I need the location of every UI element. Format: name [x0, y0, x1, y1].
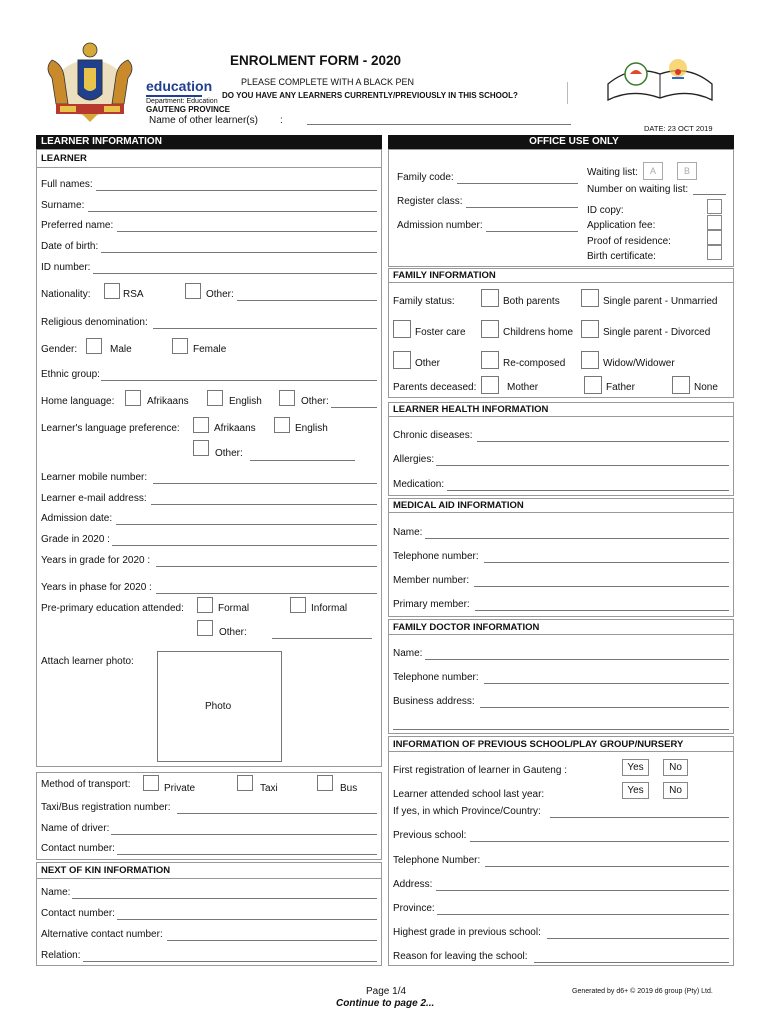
other-learner-field[interactable] — [307, 124, 571, 125]
medical-tel-field[interactable] — [484, 562, 729, 563]
doctor-address-field-2[interactable] — [393, 729, 729, 730]
reason-leaving-field[interactable] — [534, 962, 729, 963]
status-single-unmarried-checkbox[interactable] — [581, 289, 599, 307]
school-logo — [602, 44, 718, 106]
status-foster-checkbox[interactable] — [393, 320, 411, 338]
attended-last-year-label: Learner attended school last year: — [393, 789, 545, 800]
gender-male-label: Male — [110, 344, 132, 355]
medical-name-label: Name: — [393, 527, 423, 538]
transport-taxi-label: Taxi — [260, 783, 278, 794]
lang-pref-english-label: English — [295, 423, 328, 434]
attended-yes-box[interactable]: Yes — [622, 782, 649, 799]
highest-grade-field[interactable] — [547, 938, 729, 939]
education-logo-text: education — [146, 78, 213, 94]
if-yes-field[interactable] — [550, 817, 729, 818]
lang-pref-other-field[interactable] — [250, 460, 355, 461]
admission-number-label: Admission number: — [397, 220, 483, 231]
medical-primary-field[interactable] — [475, 610, 729, 611]
status-other-label: Other — [415, 358, 441, 369]
lang-pref-afrikaans-label: Afrikaans — [214, 423, 256, 434]
doctor-tel-field[interactable] — [484, 683, 729, 684]
status-single-divorced-label: Single parent - Divorced — [603, 327, 711, 338]
health-header: LEARNER HEALTH INFORMATION — [393, 404, 549, 415]
deceased-mother-label: Mother — [507, 382, 539, 393]
status-recomposed-label: Re-composed — [503, 358, 566, 369]
preprimary-formal-label: Formal — [218, 603, 250, 614]
dob-field[interactable] — [101, 252, 377, 253]
previous-school-field[interactable] — [470, 841, 729, 842]
medical-tel-label: Telephone number: — [393, 551, 479, 562]
highest-grade-label: Highest grade in previous school: — [393, 927, 541, 938]
years-phase-label: Years in phase for 2020 : — [41, 582, 152, 593]
photo-placeholder-text: Photo — [205, 701, 232, 712]
preferred-name-label: Preferred name: — [41, 220, 114, 231]
form-title: ENROLMENT FORM - 2020 — [230, 53, 402, 68]
medical-primary-label: Primary member: — [393, 599, 470, 610]
previous-tel-label: Telephone Number: — [393, 855, 481, 866]
preprimary-other-checkbox[interactable] — [197, 620, 213, 636]
gender-female-label: Female — [193, 344, 227, 355]
preferred-name-field[interactable] — [117, 231, 377, 232]
doctor-tel-label: Telephone number: — [393, 672, 479, 683]
register-class-label: Register class: — [397, 196, 463, 207]
years-grade-label: Years in grade for 2020 : — [41, 555, 151, 566]
mobile-field[interactable] — [153, 483, 377, 484]
page-number: Page 1/4 — [366, 986, 407, 997]
years-grade-field[interactable] — [156, 566, 377, 567]
status-foster-label: Foster care — [415, 327, 466, 338]
full-names-label: Full names: — [41, 179, 93, 190]
number-waiting-field[interactable] — [693, 194, 726, 195]
preprimary-informal-label: Informal — [311, 603, 348, 614]
status-other-checkbox[interactable] — [393, 351, 411, 369]
other-learner-colon: : — [280, 115, 283, 126]
status-widow-label: Widow/Widower — [603, 358, 675, 369]
lang-pref-other-checkbox[interactable] — [193, 440, 209, 456]
nationality-other-field[interactable] — [237, 300, 377, 301]
family-info-header: FAMILY INFORMATION — [393, 270, 496, 281]
waiting-list-label: Waiting list: — [587, 167, 638, 178]
nationality-rsa-label: RSA — [123, 289, 144, 300]
family-status-label: Family status: — [393, 296, 455, 307]
family-code-label: Family code: — [397, 172, 454, 183]
gauteng-coat-of-arms — [38, 38, 142, 122]
medical-member-label: Member number: — [393, 575, 470, 586]
admission-date-label: Admission date: — [41, 513, 113, 524]
email-field[interactable] — [151, 504, 377, 505]
preprimary-other-label: Other: — [219, 627, 247, 638]
birth-cert-checkbox[interactable] — [707, 245, 722, 260]
app-fee-checkbox[interactable] — [707, 215, 722, 230]
doctor-name-field[interactable] — [425, 659, 729, 660]
photo-label: Attach learner photo: — [41, 656, 134, 667]
driver-contact-field[interactable] — [117, 854, 377, 855]
doctor-address-field[interactable] — [480, 707, 729, 708]
birth-cert-label: Birth certificate: — [587, 251, 656, 262]
preprimary-other-field[interactable] — [272, 638, 372, 639]
doctor-header: FAMILY DOCTOR INFORMATION — [393, 622, 540, 633]
gender-male-checkbox[interactable] — [86, 338, 102, 354]
instruction-text: PLEASE COMPLETE WITH A BLACK PEN — [241, 77, 415, 87]
doctor-name-label: Name: — [393, 648, 423, 659]
family-code-field[interactable] — [457, 183, 578, 184]
province-text: GAUTENG PROVINCE — [146, 105, 231, 114]
kin-contact-field[interactable] — [117, 919, 377, 920]
kin-header: NEXT OF KIN INFORMATION — [41, 865, 171, 876]
deceased-father-label: Father — [606, 382, 635, 393]
transport-bus-label: Bus — [340, 783, 358, 794]
gender-label: Gender: — [41, 344, 78, 355]
reason-leaving-label: Reason for leaving the school: — [393, 951, 528, 962]
taxi-reg-field[interactable] — [177, 813, 377, 814]
previous-province-field[interactable] — [437, 914, 729, 915]
parents-deceased-label: Parents deceased: — [393, 382, 477, 393]
ethnic-group-field[interactable] — [101, 380, 377, 381]
proof-residence-label: Proof of residence: — [587, 236, 671, 247]
first-reg-no-box[interactable]: No — [663, 759, 688, 776]
full-names-field[interactable] — [96, 190, 377, 191]
register-class-field[interactable] — [466, 207, 578, 208]
nationality-other-label: Other: — [206, 289, 234, 300]
previous-address-field[interactable] — [436, 890, 729, 891]
medication-label: Medication: — [393, 479, 445, 490]
email-label: Learner e-mail address: — [41, 493, 147, 504]
id-copy-checkbox[interactable] — [707, 199, 722, 214]
home-lang-other-label: Other: — [301, 396, 329, 407]
deceased-none-label: None — [694, 382, 718, 393]
other-learner-label: Name of other learner(s) — [149, 115, 258, 126]
kin-name-field[interactable] — [72, 898, 377, 899]
grade-field[interactable] — [112, 545, 377, 546]
home-lang-other-checkbox[interactable] — [279, 390, 295, 406]
surname-field[interactable] — [88, 211, 377, 212]
status-single-unmarried-label: Single parent - Unmarried — [603, 296, 718, 307]
home-lang-afrikaans-label: Afrikaans — [147, 396, 189, 407]
previous-address-label: Address: — [393, 879, 433, 890]
if-yes-label: If yes, in which Province/Country: — [393, 806, 541, 817]
previous-school-header: INFORMATION OF PREVIOUS SCHOOL/PLAY GROUP/NURSERY — [393, 739, 684, 750]
status-both-parents-label: Both parents — [503, 296, 560, 307]
kin-alt-label: Alternative contact number: — [41, 929, 163, 940]
ethnic-group-label: Ethnic group: — [41, 369, 100, 380]
number-waiting-label: Number on waiting list: — [587, 184, 689, 195]
gender-female-checkbox[interactable] — [172, 338, 188, 354]
home-language-label: Home language: — [41, 396, 115, 407]
transport-bus-checkbox[interactable] — [317, 775, 333, 791]
taxi-reg-label: Taxi/Bus registration number: — [41, 802, 171, 813]
allergies-field[interactable] — [436, 465, 729, 466]
app-fee-label: Application fee: — [587, 220, 656, 231]
learner-subheader: LEARNER — [41, 153, 87, 164]
learner-information-header: LEARNER INFORMATION — [36, 135, 382, 149]
id-number-field[interactable] — [93, 273, 377, 274]
waiting-list-a-box[interactable]: A — [643, 162, 663, 180]
preprimary-formal-checkbox[interactable] — [197, 597, 213, 613]
first-reg-yes-box[interactable]: Yes — [622, 759, 649, 776]
nationality-rsa-checkbox[interactable] — [104, 283, 120, 299]
id-number-label: ID number: — [41, 262, 91, 273]
attended-no-box[interactable]: No — [663, 782, 688, 799]
grade-label: Grade in 2020 : — [41, 534, 110, 545]
status-childrens-home-checkbox[interactable] — [481, 320, 499, 338]
admission-date-field[interactable] — [116, 524, 377, 525]
home-lang-english-label: English — [229, 396, 262, 407]
preprimary-label: Pre-primary education attended: — [41, 603, 184, 614]
surname-label: Surname: — [41, 200, 85, 211]
kin-relation-field[interactable] — [83, 961, 377, 962]
dob-label: Date of birth: — [41, 241, 99, 252]
previous-province-label: Province: — [393, 903, 435, 914]
date-text: DATE: 23 OCT 2019 — [644, 124, 713, 133]
nationality-other-checkbox[interactable] — [185, 283, 201, 299]
transport-taxi-checkbox[interactable] — [237, 775, 253, 791]
chronic-field[interactable] — [477, 441, 729, 442]
department-text: Department: Education — [146, 98, 218, 105]
transport-private-checkbox[interactable] — [143, 775, 159, 791]
status-both-parents-checkbox[interactable] — [481, 289, 499, 307]
driver-contact-label: Contact number: — [41, 843, 115, 854]
medical-name-field[interactable] — [425, 538, 729, 539]
continue-text: Continue to page 2... — [336, 998, 435, 1009]
kin-alt-field[interactable] — [167, 940, 377, 941]
doctor-address-label: Business address: — [393, 696, 475, 707]
deceased-father-checkbox[interactable] — [584, 376, 602, 394]
status-single-divorced-checkbox[interactable] — [581, 320, 599, 338]
religion-label: Religious denomination: — [41, 317, 148, 328]
lang-pref-label: Learner's language preference: — [41, 423, 180, 434]
kin-name-label: Name: — [41, 887, 71, 898]
transport-private-label: Private — [164, 783, 196, 794]
home-lang-english-checkbox[interactable] — [207, 390, 223, 406]
generated-by-text: Generated by d6+ © 2019 d6 group (Pty) Ltd. — [572, 988, 713, 995]
allergies-label: Allergies: — [393, 454, 435, 465]
nationality-label: Nationality: — [41, 289, 91, 300]
lang-pref-other-label: Other: — [215, 448, 243, 459]
status-widow-checkbox[interactable] — [581, 351, 599, 369]
previous-school-label: Previous school: — [393, 830, 467, 841]
kin-relation-label: Relation: — [41, 950, 81, 961]
lang-pref-afrikaans-checkbox[interactable] — [193, 417, 209, 433]
status-recomposed-checkbox[interactable] — [481, 351, 499, 369]
home-lang-afrikaans-checkbox[interactable] — [125, 390, 141, 406]
question-text: DO YOU HAVE ANY LEARNERS CURRENTLY/PREVIOUSLY IN THIS SCHOOL? — [222, 91, 518, 100]
medical-aid-header: MEDICAL AID INFORMATION — [393, 500, 524, 511]
home-lang-other-field[interactable] — [331, 407, 377, 408]
kin-contact-label: Contact number: — [41, 908, 115, 919]
deceased-mother-checkbox[interactable] — [481, 376, 499, 394]
driver-label: Name of driver: — [41, 823, 110, 834]
transport-label: Method of transport: — [41, 779, 131, 790]
religion-field[interactable] — [153, 328, 377, 329]
proof-residence-checkbox[interactable] — [707, 230, 722, 245]
medication-field[interactable] — [447, 490, 729, 491]
lang-pref-english-checkbox[interactable] — [274, 417, 290, 433]
medical-member-field[interactable] — [474, 586, 729, 587]
office-use-header: OFFICE USE ONLY — [388, 135, 734, 149]
mobile-label: Learner mobile number: — [41, 472, 148, 483]
id-copy-label: ID copy: — [587, 205, 624, 216]
status-childrens-home-label: Childrens home — [503, 327, 574, 338]
preprimary-informal-checkbox[interactable] — [290, 597, 306, 613]
chronic-label: Chronic diseases: — [393, 430, 473, 441]
years-phase-field[interactable] — [156, 593, 377, 594]
admission-number-field[interactable] — [486, 231, 578, 232]
previous-tel-field[interactable] — [485, 866, 729, 867]
deceased-none-checkbox[interactable] — [672, 376, 690, 394]
driver-field[interactable] — [111, 834, 377, 835]
waiting-list-b-box[interactable]: B — [677, 162, 697, 180]
first-registration-label: First registration of learner in Gauteng : — [393, 765, 567, 776]
